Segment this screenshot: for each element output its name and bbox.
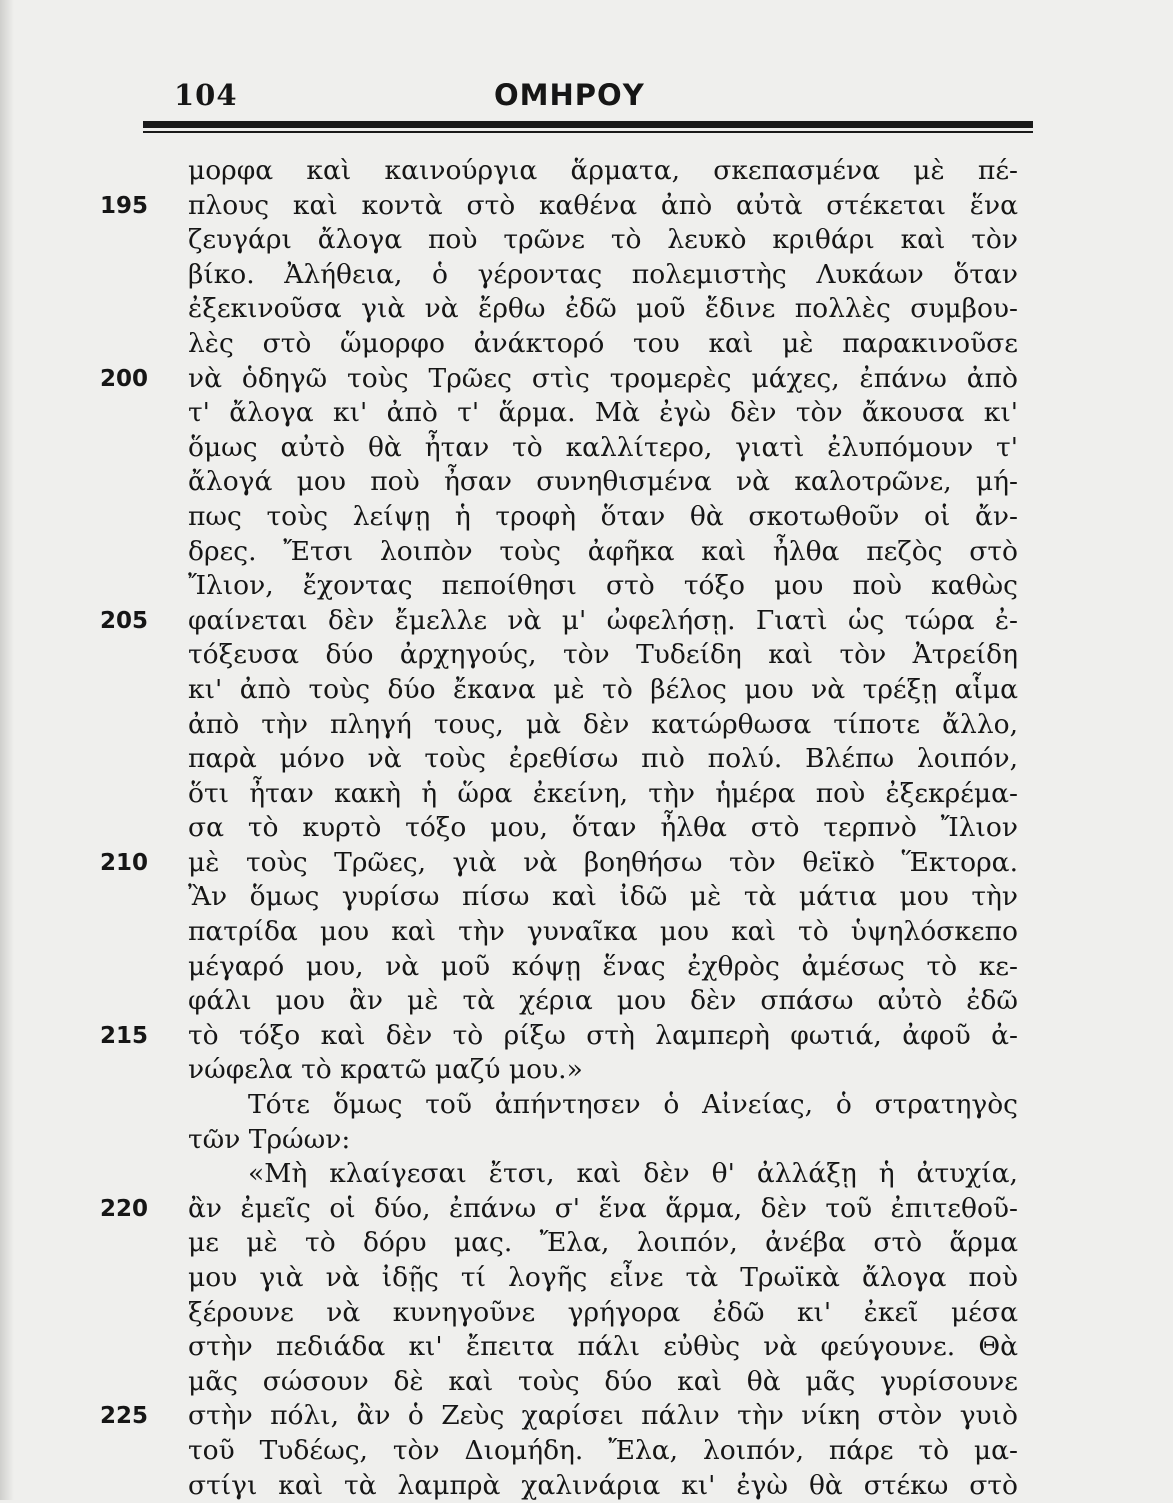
line-number: 220: [100, 1195, 149, 1222]
line-text: τ' ἄλογα κι' ἀπὸ τ' ἅρμα. Μὰ ἐγὼ δὲν τὸν ἄκουσα κι': [188, 397, 1018, 429]
line-text: ἄλογά μου ποὺ ἦσαν συνηθισμένα νὰ καλοτρῶνε, μή-: [188, 466, 1018, 498]
text-line: [100, 362, 1040, 397]
line-text: με μὲ τὸ δόρυ μας. Ἔλα, λοιπόν, ἀνέβα στὸ ἅρμα: [188, 1227, 1018, 1259]
line-text: μέγαρό μου, νὰ μοῦ κόψῃ ἕνας ἐχθρὸς ἀμέσως τὸ κε-: [188, 950, 1018, 982]
line-text: «Μὴ κλαίγεσαι ἔτσι, καὶ δὲν θ' ἀλλάξῃ ἡ ἀτυχία,: [248, 1158, 1018, 1190]
text-line: [100, 396, 1040, 431]
text-line: [100, 258, 1040, 293]
line-text: πλους καὶ κοντὰ στὸ καθένα ἀπὸ αὐτὰ στέκεται ἕνα: [188, 189, 1018, 221]
header-rule-thick: [143, 121, 1033, 128]
text-line: [100, 223, 1040, 258]
line-text: μὲ τοὺς Τρῶες, γιὰ νὰ βοηθήσω τὸν θεϊκὸ Ἕκτορα.: [188, 846, 1018, 878]
text-line: [100, 1365, 1040, 1400]
text-line: [100, 1261, 1040, 1296]
line-text: παρὰ μόνο νὰ τοὺς ἐρεθίσω πιὸ πολύ. Βλέπω λοιπόν,: [188, 743, 1018, 775]
line-text: μορφα καὶ καινούργια ἅρματα, σκεπασμένα μὲ πέ-: [188, 155, 1018, 186]
line-number: 215: [100, 1022, 149, 1049]
text-line: [100, 1399, 1040, 1434]
text-line: [100, 1192, 1040, 1227]
text-line: [100, 708, 1040, 743]
line-text: Ἂν ὅμως γυρίσω πίσω καὶ ἰδῶ μὲ τὰ μάτια μου τὴν: [188, 881, 1018, 913]
text-line: [100, 1053, 1040, 1088]
page-edge-shadow: [0, 0, 14, 1500]
text-line: [100, 673, 1040, 708]
line-text: κι' ἀπὸ τοὺς δύο ἔκανα μὲ τὸ βέλος μου νὰ τρέξῃ αἷμα: [188, 673, 1018, 705]
line-text: πατρίδα μου καὶ τὴν γυναῖκα μου καὶ τὸ ὑψηλόσκεπο: [188, 916, 1018, 948]
text-line: [100, 292, 1040, 327]
text-line: [100, 1123, 1040, 1158]
text-line: [100, 742, 1040, 777]
text-line: [100, 1019, 1040, 1054]
line-text: ζευγάρι ἄλογα ποὺ τρῶνε τὸ λευκὸ κριθάρι καὶ τὸν: [188, 224, 1018, 256]
line-text: φάλι μου ἂν μὲ τὰ χέρια μου δὲν σπάσω αὐτὸ ἐδῶ: [188, 985, 1018, 1017]
line-text: μου γιὰ νὰ ἰδῇς τί λογῆς εἶνε τὰ Τρωϊκὰ ἄλογα ποὺ: [188, 1262, 1018, 1293]
line-text: φαίνεται δὲν ἔμελλε νὰ μ' ὠφελήσῃ. Γιατὶ ὡς τώρα ἐ-: [188, 604, 1018, 636]
text-line: [100, 777, 1040, 812]
line-number: 200: [100, 365, 149, 392]
text-line: [100, 915, 1040, 950]
line-text: Ἴλιον, ἔχοντας πεποίθησι στὸ τόξο μου ποὺ καθὼς: [188, 570, 1018, 602]
book-title: ΟΜΗΡΟΥ: [494, 78, 645, 112]
line-text: ἀπὸ τὴν πληγή τους, μὰ δὲν κατώρθωσα τίποτε ἄλλο,: [188, 708, 1018, 740]
text-line: [100, 465, 1040, 500]
line-text: νώφελα τὸ κρατῶ μαζύ μου.»: [188, 1054, 583, 1086]
text-line: [100, 1469, 1040, 1503]
text-line: [100, 431, 1040, 466]
line-text: μᾶς σώσουν δὲ καὶ τοὺς δύο καὶ θὰ μᾶς γυρίσουνε: [188, 1365, 1018, 1397]
line-text: στὴν πόλι, ἂν ὁ Ζεὺς χαρίσει πάλιν τὴν νίκη στὸν γυιὸ: [188, 1400, 1018, 1432]
line-text: ἐξεκινοῦσα γιὰ νὰ ἔρθω ἐδῶ μοῦ ἔδινε πολλὲς συμβου-: [188, 293, 1018, 325]
line-text: ἂν ἐμεῖς οἱ δύο, ἐπάνω σ' ἕνα ἅρμα, δὲν τοῦ ἐπιτεθοῦ-: [188, 1192, 1018, 1224]
header-rule-thin: [143, 131, 1033, 133]
text-line: [100, 1088, 1040, 1123]
line-text: δρες. Ἔτσι λοιπὸν τοὺς ἀφῆκα καὶ ἦλθα πεζὸς στὸ: [188, 535, 1018, 567]
text-line: [100, 604, 1040, 639]
text-line: [100, 189, 1040, 224]
line-number: 205: [100, 607, 149, 634]
line-text: νὰ ὁδηγῶ τοὺς Τρῶες στὶς τρομερὲς μάχες, ἐπάνω ἀπὸ: [188, 362, 1018, 394]
text-block: [100, 154, 1040, 1503]
line-text: στὴν πεδιάδα κι' ἔπειτα πάλι εὐθὺς νὰ φεύγουνε. Θὰ: [188, 1331, 1018, 1363]
line-text: σα τὸ κυρτὸ τόξο μου, ὅταν ἦλθα στὸ τερπνὸ Ἴλιον: [188, 812, 1018, 844]
text-line: [100, 846, 1040, 881]
line-text: βίκο. Ἀλήθεια, ὁ γέροντας πολεμιστὴς Λυκάων ὅταν: [188, 258, 1018, 290]
text-line: [100, 950, 1040, 985]
line-text: τῶν Τρώων:: [188, 1123, 351, 1155]
line-text: Τότε ὅμως τοῦ ἀπήντησεν ὁ Αἰνείας, ὁ στρατηγὸς: [248, 1089, 1018, 1121]
line-text: πως τοὺς λείψῃ ἡ τροφὴ ὅταν θὰ σκοτωθοῦν οἱ ἄν-: [188, 500, 1018, 532]
line-text: τόξευσα δύο ἀρχηγούς, τὸν Τυδείδη καὶ τὸν Ἀτρείδη: [188, 639, 1018, 671]
text-line: [100, 535, 1040, 570]
line-number: 225: [100, 1403, 149, 1430]
running-head: [172, 78, 1032, 118]
text-line: [100, 569, 1040, 604]
line-text: ὅμως αὐτὸ θὰ ἦταν τὸ καλλίτερο, γιατὶ ἐλυπόμουν τ': [188, 431, 1018, 463]
text-line: [100, 1157, 1040, 1192]
text-line: [100, 1434, 1040, 1469]
line-text: ὅτι ἦταν κακὴ ἡ ὥρα ἐκείνη, τὴν ἡμέρα ποὺ ἐξεκρέμα-: [188, 777, 1018, 809]
line-text: τὸ τόξο καὶ δὲν τὸ ρίξω στὴ λαμπερὴ φωτιά, ἀφοῦ ἀ-: [188, 1019, 1018, 1051]
line-number: 210: [100, 849, 149, 876]
text-line: [100, 984, 1040, 1019]
text-line: [100, 811, 1040, 846]
line-text: τοῦ Τυδέως, τὸν Διομήδη. Ἔλα, λοιπόν, πάρε τὸ μα-: [188, 1434, 1018, 1466]
line-text: λὲς στὸ ὥμορφο ἀνάκτορό του καὶ μὲ παρακινοῦσε: [188, 327, 1018, 359]
line-text: ξέρουνε νὰ κυνηγοῦνε γρήγορα ἐδῶ κι' ἐκεῖ μέσα: [188, 1296, 1018, 1328]
line-text: στίγι καὶ τὰ λαμπρὰ χαλινάρια κι' ἐγὼ θὰ στέκω στὸ: [188, 1469, 1018, 1501]
page-number: 104: [174, 78, 238, 112]
text-line: [100, 1296, 1040, 1331]
text-line: [100, 638, 1040, 673]
text-line: [100, 500, 1040, 535]
text-line: [100, 880, 1040, 915]
text-line: [100, 1330, 1040, 1365]
line-number: 195: [100, 192, 149, 219]
text-line: [100, 1226, 1040, 1261]
text-line: [100, 154, 1040, 189]
text-line: [100, 327, 1040, 362]
